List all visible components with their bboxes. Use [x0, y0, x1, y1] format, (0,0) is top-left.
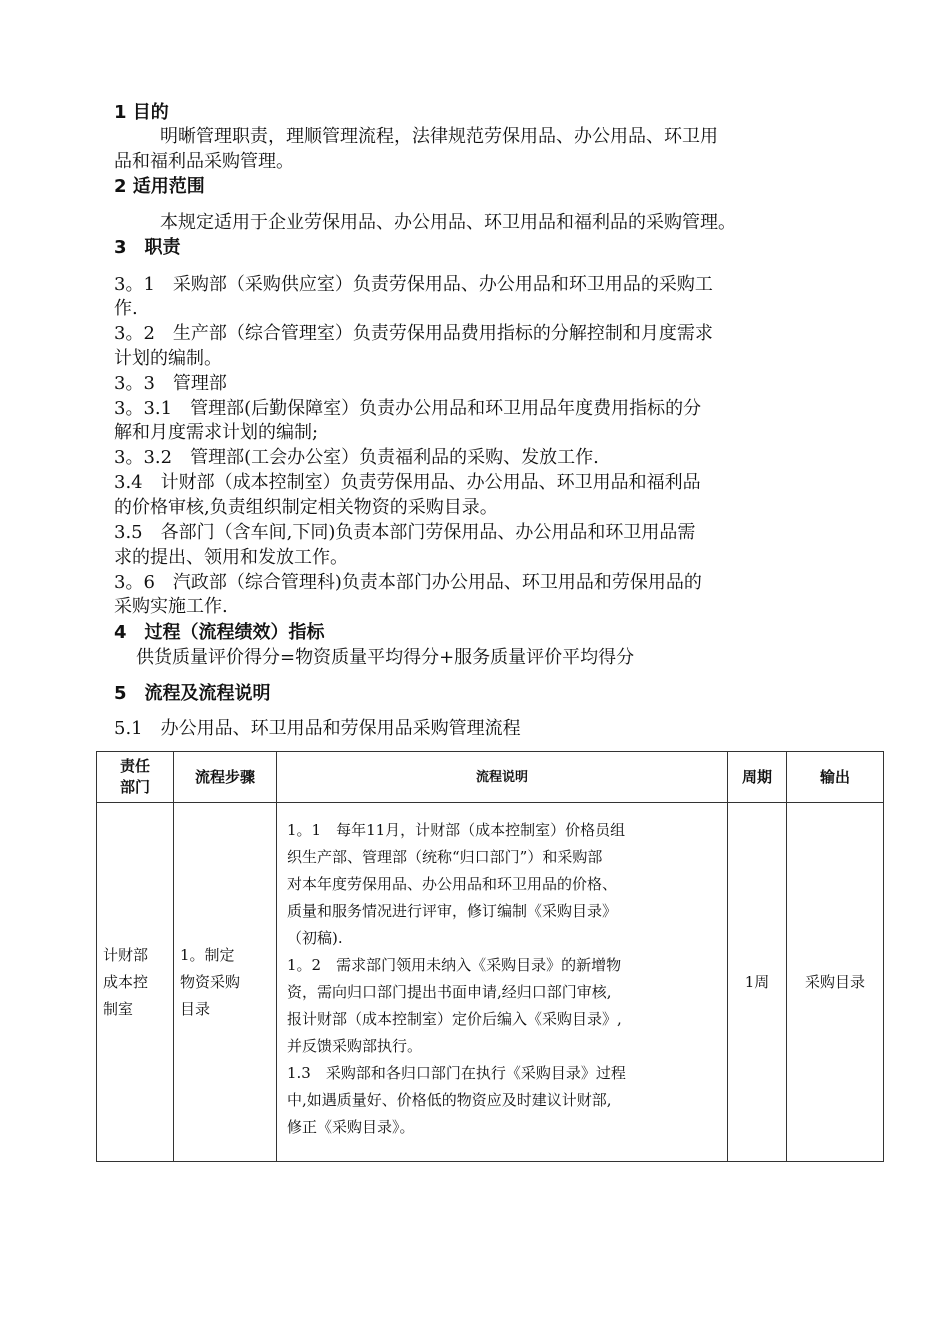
desc-line: 质量和服务情况进行评审，修订编制《采购目录》 [287, 902, 618, 920]
section-5-heading: 5 流程及流程说明 [114, 683, 271, 704]
step-line: 1。制定 [180, 945, 235, 964]
dept-line: 计财部 [103, 945, 149, 964]
section-3-line: 求的提出、领用和发放工作。 [114, 547, 348, 568]
header-dept-line: 责任 [119, 757, 150, 775]
section-3-line: 计划的编制。 [114, 348, 222, 369]
section-5-1-subheading: 5.1 办公用品、环卫用品和劳保用品采购管理流程 [114, 718, 521, 739]
procurement-flow-table [96, 751, 884, 1162]
desc-line: 对本年度劳保用品、办公用品和环卫用品的价格、 [287, 875, 618, 893]
header-output: 输出 [787, 752, 884, 803]
section-3-line: 3。6 汽政部（综合管理科)负责本部门办公用品、环卫用品和劳保用品的 [114, 572, 702, 593]
section-4-body: 供货质量评价得分=物资质量平均得分+服务质量评价平均得分 [136, 647, 635, 668]
cell-output: 采购目录 [787, 803, 884, 1162]
desc-line: 并反馈采购部执行。 [287, 1037, 423, 1055]
desc-line: 1.3 采购部和各归口部门在执行《采购目录》过程 [287, 1064, 626, 1082]
cell-desc [277, 803, 728, 1162]
section-3-line: 作. [114, 298, 138, 319]
desc-line: 中,如遇质量好、价格低的物资应及时建议计财部, [287, 1091, 612, 1109]
section-3-line: 3。2 生产部（综合管理室）负责劳保用品费用指标的分解控制和月度需求 [114, 323, 713, 344]
desc-line: 1。2 需求部门领用未纳入《采购目录》的新增物 [287, 956, 622, 974]
section-2-heading: 2 适用范围 [114, 176, 205, 197]
section-4-heading: 4 过程（流程绩效）指标 [114, 622, 325, 643]
header-dept-line: 部门 [119, 778, 150, 796]
section-2-body: 本规定适用于企业劳保用品、办公用品、环卫用品和福利品的采购管理。 [160, 212, 736, 233]
step-line: 目录 [180, 999, 211, 1018]
header-desc: 流程说明 [277, 752, 728, 803]
header-step: 流程步骤 [174, 752, 277, 803]
section-1-heading: 1 目的 [114, 102, 169, 123]
table-header-row [97, 752, 884, 803]
cell-step [174, 803, 277, 1162]
desc-line: 1。1 每年11月，计财部（成本控制室）价格员组 [287, 821, 626, 839]
desc-line: 修正《采购目录》。 [287, 1118, 415, 1136]
section-3-line: 3。3.1 管理部(后勤保障室）负责办公用品和环卫用品年度费用指标的分 [114, 398, 702, 419]
header-period: 周期 [728, 752, 787, 803]
header-dept [97, 752, 174, 803]
desc-line: 资，需向归口部门提出书面申请,经归口部门审核, [287, 983, 612, 1001]
section-1-body-line-2: 品和福利品采购管理。 [114, 151, 294, 172]
section-1-body-line-1: 明晰管理职责，理顺管理流程，法律规范劳保用品、办公用品、环卫用 [160, 126, 718, 147]
desc-line: （初稿). [287, 929, 343, 947]
section-3-heading: 3 职责 [114, 237, 181, 258]
section-3-line: 采购实施工作. [114, 596, 228, 617]
section-3-line: 3.4 计财部（成本控制室）负责劳保用品、办公用品、环卫用品和福利品 [114, 472, 701, 493]
section-3-line: 的价格审核,负责组织制定相关物资的采购目录。 [114, 497, 498, 518]
section-3-line: 解和月度需求计划的编制; [114, 422, 319, 443]
dept-line: 制室 [103, 999, 134, 1018]
step-line: 物资采购 [180, 972, 241, 991]
table-row [97, 803, 884, 1162]
section-3-line: 3.5 各部门（含车间,下同)负责本部门劳保用品、办公用品和环卫用品需 [114, 522, 696, 543]
desc-line: 织生产部、管理部（统称“归口部门”）和采购部 [287, 848, 603, 866]
cell-dept [97, 803, 174, 1162]
desc-line: 报计财部（成本控制室）定价后编入《采购目录》, [287, 1010, 622, 1028]
section-3-line: 3。3 管理部 [114, 373, 227, 394]
dept-line: 成本控 [103, 972, 149, 991]
section-3-line: 3。3.2 管理部(工会办公室）负责福利品的采购、发放工作. [114, 447, 599, 468]
section-3-line: 3。1 采购部（采购供应室）负责劳保用品、办公用品和环卫用品的采购工 [114, 274, 713, 295]
cell-period: 1周 [728, 803, 787, 1162]
